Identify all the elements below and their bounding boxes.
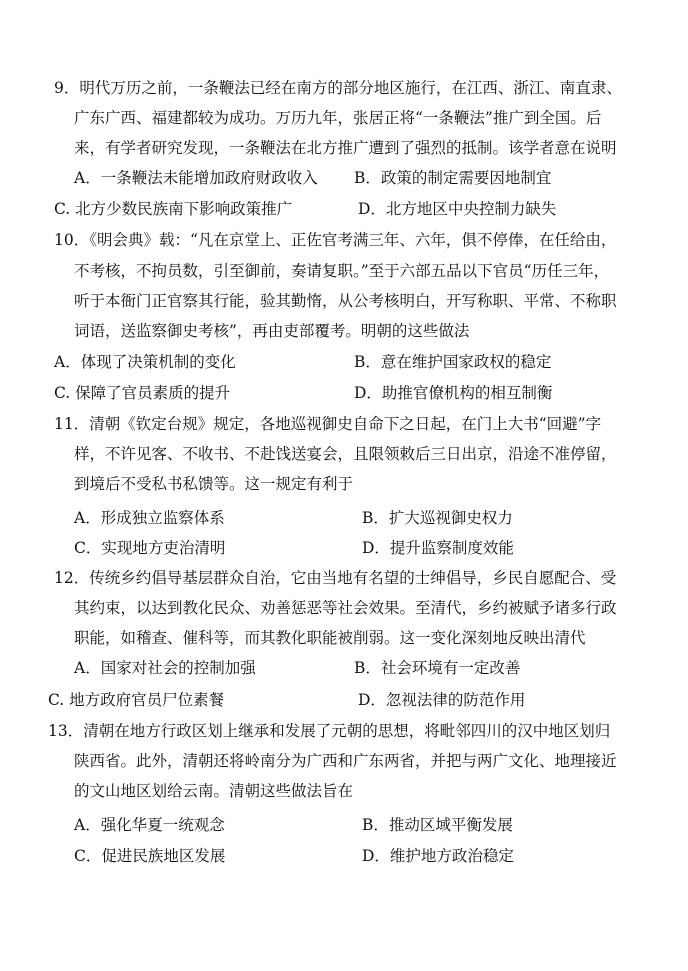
question-11-stem-line-2: 样，不许见客、不收书、不赴饯送宴会，且限领敕后三日出京，沿途不准停留， [74,445,617,463]
question-11-option-d: D．提升监察制度效能 [362,539,514,557]
question-10-option-a: A．体现了决策机制的变化 [54,353,236,371]
question-11-option-c: C．实现地方吏治清明 [74,539,226,557]
question-12-option-c: C. 地方政府官员尸位素餐 [48,691,225,709]
question-9-stem-line-1: 9．明代万历之前，一条鞭法已经在南方的部分地区施行，在江西、浙江、南直隶、 [54,79,622,97]
question-11-stem-line-3: 到境后不受私书私馈等。这一规定有利于 [74,475,354,493]
question-10-option-d: D．助推官僚机构的相互制衡 [354,384,553,402]
question-12-stem-line-3: 职能，如稽查、催科等，而其教化职能被削弱。这一变化深刻地反映出清代 [74,629,586,647]
question-9-option-a: A．一条鞭法未能增加政府财政收入 [74,169,318,187]
question-12-stem-line-1: 12．传统乡约倡导基层群众自治，它由当地有名望的士绅倡导，乡民自愿配合、受 [54,569,617,587]
question-9-stem-line-3: 来，有学者研究发现，一条鞭法在北方推广遭到了强烈的抵制。该学者意在说明 [74,139,617,157]
question-13-option-a: A．强化华夏一统观念 [74,816,225,834]
question-10-stem-line-1: 10．《明会典》载：“凡在京堂上、正佐官考满三年、六年，俱不停俸，在任给由， [54,231,617,249]
question-9-option-b: B．政策的制定需要因地制宜 [354,169,552,187]
question-13-stem-line-1: 13．清朝在地方行政区划上继承和发展了元朝的思想，将毗邻四川的汉中地区划归 [48,722,611,740]
question-13-option-d: D．维护地方政治稳定 [362,847,514,865]
question-12-option-d: D．忽视法律的防范作用 [358,691,526,709]
question-11-option-a: A．形成独立监察体系 [74,509,225,527]
question-13-stem-line-3: 的文山地区划给云南。清朝这些做法旨在 [74,782,354,800]
question-10-stem-line-2: 不考核，不拘员数，引至御前，奏请复职。”至于六部五品以下官员“历任三年， [74,262,610,280]
question-11-option-b: B．扩大巡视御史权力 [362,509,513,527]
question-13-option-b: B．推动区域平衡发展 [362,816,513,834]
question-10-stem-line-3: 听于本衙门正官察其行能，验其勤惰，从公考核明白，开写称职、平常、不称职 [74,292,617,310]
question-9-option-d: D．北方地区中央控制力缺失 [358,200,557,218]
question-12-option-a: A．国家对社会的控制加强 [74,659,256,677]
question-10-stem-line-4: 词语，送监察御史考核”，再由吏部覆考。明朝的这些做法 [74,322,470,340]
question-13-stem-line-2: 陕西省。此外，清朝还将岭南分为广西和广东两省，并把与两广文化、地理接近 [74,752,617,770]
question-9-option-c: C. 北方少数民族南下影响政策推广 [54,200,293,218]
question-10-option-b: B．意在维护国家政权的稳定 [354,353,552,371]
question-11-stem-line-1: 11．清朝《钦定台规》规定，各地巡视御史自命下之日起，在门上大书“回避”字 [54,415,602,433]
question-12-option-b: B．社会环境有一定改善 [354,659,521,677]
question-12-stem-line-2: 其约束，以达到教化民众、劝善惩恶等社会效果。至清代，乡约被赋予诸多行政 [74,599,617,617]
question-10-option-c: C. 保障了官员素质的提升 [54,384,231,402]
question-13-option-c: C．促进民族地区发展 [74,847,226,865]
question-9-stem-line-2: 广东广西、福建都较为成功。万历九年，张居正将“一条鞭法”推广到全国。后 [74,109,602,127]
